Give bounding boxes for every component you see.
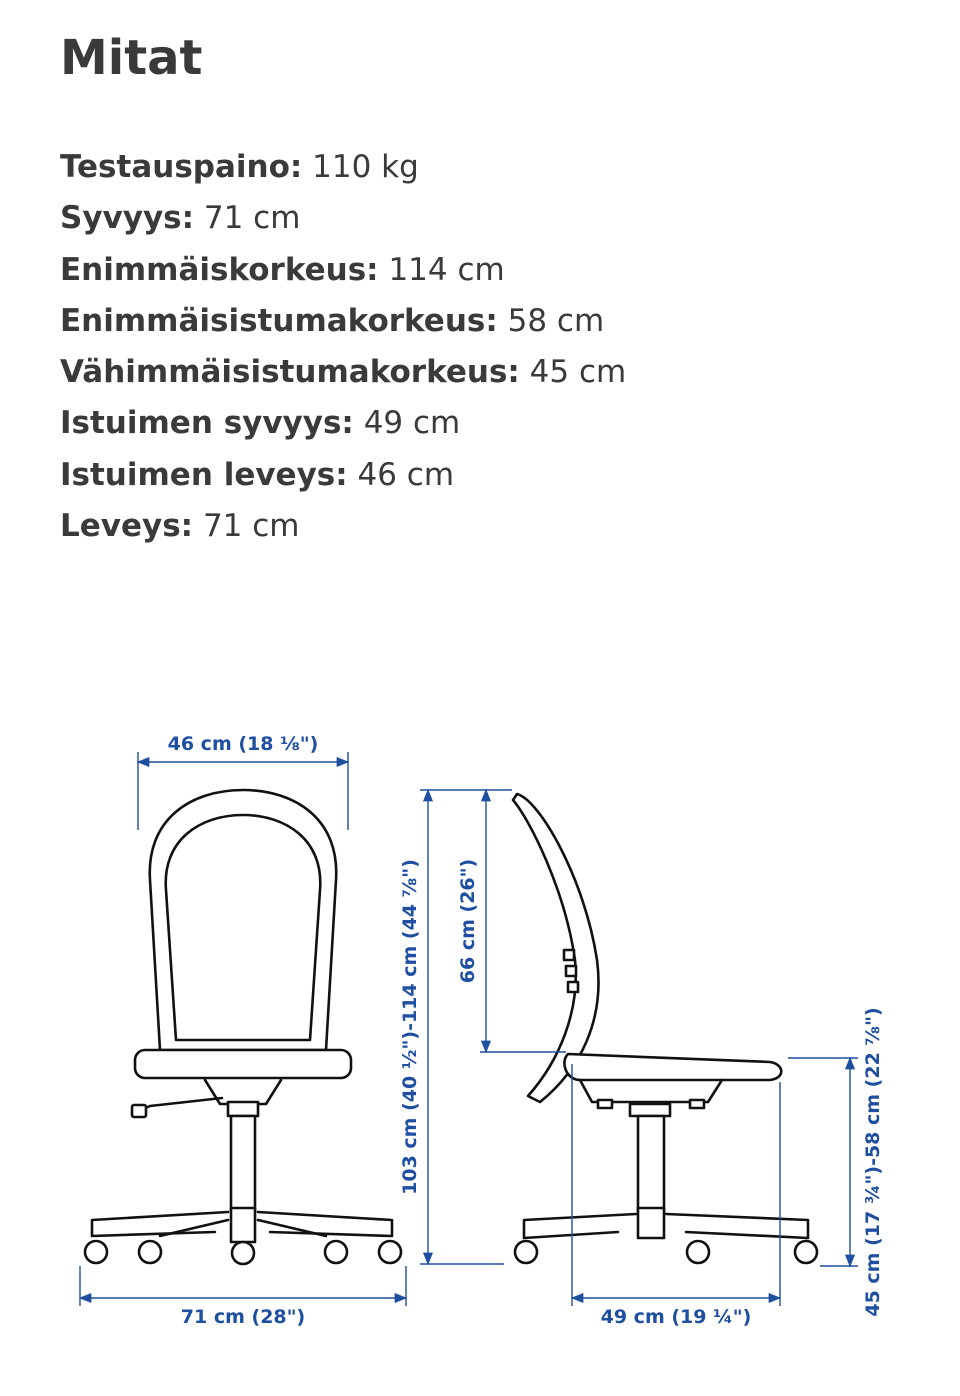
spec-value: 45 cm — [529, 354, 627, 391]
spec-value: 110 kg — [312, 149, 419, 185]
spec-value: 58 cm — [507, 302, 605, 339]
spec-label: Vähimmäisistumakorkeus: — [60, 354, 520, 391]
spec-label: Enimmäisistumakorkeus: — [60, 302, 498, 339]
dim-label-seat-height: 45 cm (17 ¾")-58 cm (22 ⅞") — [862, 1007, 884, 1317]
dim-total-width — [80, 1266, 406, 1328]
dim-total-height — [399, 790, 512, 1264]
dim-label-back-height: 66 cm (26") — [457, 858, 479, 984]
chair-side-view — [513, 794, 817, 1263]
spec-value: 114 cm — [388, 251, 505, 288]
dim-seat-height — [788, 1007, 884, 1316]
spec-label: Leveys: — [60, 508, 194, 545]
spec-value: 71 cm — [202, 508, 300, 545]
page-title: Mitat — [60, 30, 203, 86]
spec-label: Testauspaino: — [60, 149, 303, 185]
spec-value: 71 cm — [203, 200, 301, 237]
spec-label: Istuimen syvyys: — [60, 405, 354, 442]
spec-label: Enimmäiskorkeus: — [60, 251, 379, 288]
dim-label-seat-depth: 49 cm (19 ¼") — [600, 1306, 752, 1328]
dim-label-total-width: 71 cm (28") — [180, 1306, 306, 1328]
chair-front-view — [85, 790, 401, 1264]
spec-label: Istuimen leveys: — [60, 456, 348, 493]
spec-label: Syvyys: — [60, 200, 195, 237]
spec-value: 49 cm — [363, 405, 461, 442]
spec-value: 46 cm — [357, 456, 455, 493]
dim-label-total-height: 103 cm (40 ½")-114 cm (44 ⅞") — [399, 859, 421, 1195]
dim-label-seat-width: 46 cm (18 ⅛") — [167, 733, 319, 755]
